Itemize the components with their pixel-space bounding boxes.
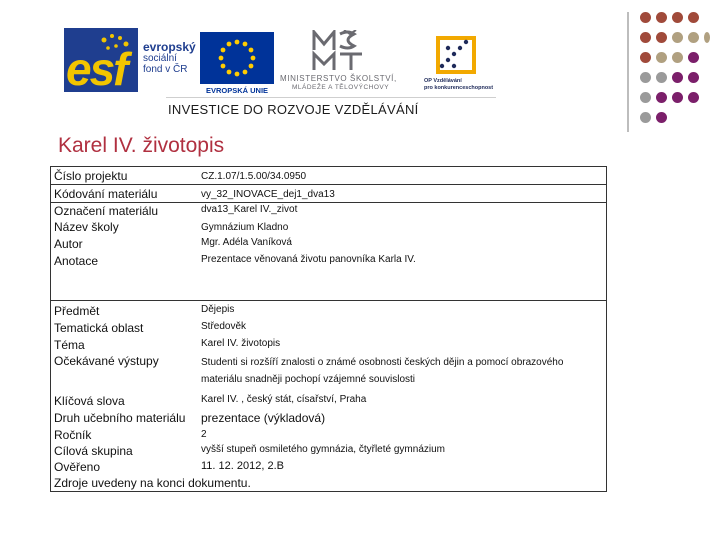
decorative-dot bbox=[656, 72, 667, 83]
esf-letters: esf bbox=[66, 43, 127, 95]
sources-note: Zdroje uvedeny na konci dokumentu. bbox=[54, 476, 251, 490]
row-label: Ověřeno bbox=[54, 460, 101, 474]
decorative-dot bbox=[688, 12, 699, 23]
esf-line-3: fond v ČR bbox=[143, 64, 188, 75]
decorative-dot bbox=[640, 72, 651, 83]
row-value: 2 bbox=[201, 429, 207, 440]
decorative-dot bbox=[656, 92, 667, 103]
msmt-mark-icon bbox=[310, 30, 366, 72]
decorative-dot bbox=[656, 12, 667, 23]
row-value: Karel IV. , český stát, císařství, Praha bbox=[201, 394, 367, 405]
decorative-dot bbox=[640, 52, 651, 63]
row-value: dva13_Karel IV._zivot bbox=[201, 204, 298, 215]
row-label: Cílová skupina bbox=[54, 444, 133, 458]
op-line-2: pro konkurenceschopnost bbox=[424, 85, 494, 91]
decorative-dot bbox=[688, 72, 699, 83]
decorative-dot bbox=[640, 12, 651, 23]
decorative-dot bbox=[688, 32, 699, 43]
row-value: vyšší stupeň osmiletého gymnázia, čtyřleté gymnázium bbox=[201, 444, 445, 455]
row-label: Kódování materiálu bbox=[54, 187, 158, 201]
decorative-dot bbox=[688, 92, 699, 103]
decorative-dot bbox=[656, 52, 667, 63]
eu-logo bbox=[198, 32, 276, 98]
row-label: Číslo projektu bbox=[54, 169, 128, 183]
row-label: Anotace bbox=[54, 254, 99, 268]
decorative-dot bbox=[656, 32, 667, 43]
decorative-dot bbox=[640, 112, 651, 123]
row-value: Prezentace věnovaná životu panovníka Karla IV. bbox=[201, 254, 416, 265]
row-label: Očekávané výstupy bbox=[54, 354, 159, 368]
row-value: Gymnázium Kladno bbox=[201, 222, 289, 233]
logo-divider bbox=[166, 97, 496, 98]
op-logo bbox=[424, 34, 492, 96]
eu-caption: EVROPSKÁ UNIE bbox=[205, 86, 269, 95]
row-label: Předmět bbox=[54, 304, 100, 318]
row-label: Klíčová slova bbox=[54, 394, 125, 408]
row-value: Studenti si rozšíří znalosti o známé osobnosti českých dějin a pomocí obrazového materiálu snadněji pochopí vzájemné souvislosti bbox=[201, 357, 564, 385]
row-value: Mgr. Adéla Vaníková bbox=[201, 237, 292, 248]
row-label: Téma bbox=[54, 338, 85, 352]
logo-subtitle: INVESTICE DO ROZVOJE VZDĚLÁVÁNÍ bbox=[168, 102, 419, 117]
decorative-dot bbox=[672, 92, 683, 103]
msmt-line-2: MLÁDEŽE A TĚLOVÝCHOVY bbox=[292, 84, 390, 91]
decorative-dot bbox=[656, 112, 667, 123]
esf-line-1: evropský bbox=[143, 40, 196, 54]
op-line-1: OP Vzdělávání bbox=[424, 78, 462, 84]
decorative-dot-grid bbox=[640, 12, 710, 132]
op-caption bbox=[424, 78, 504, 92]
msmt-line-1: MINISTERSTVO ŠKOLSTVÍ, bbox=[280, 74, 397, 83]
decorative-dot bbox=[672, 52, 683, 63]
decorative-dot bbox=[704, 32, 710, 43]
eu-flag bbox=[200, 32, 274, 84]
row-divider bbox=[51, 300, 606, 301]
row-label: Autor bbox=[54, 237, 83, 251]
row-label: Název školy bbox=[54, 220, 119, 234]
page-title: Karel IV. životopis bbox=[58, 134, 225, 157]
esf-line-2: sociální bbox=[143, 53, 177, 64]
msmt-logo bbox=[280, 30, 410, 100]
row-label: Druh učebního materiálu bbox=[54, 411, 186, 425]
row-value: CZ.1.07/1.5.00/34.0950 bbox=[201, 171, 307, 182]
row-value: prezentace (výkladová) bbox=[201, 411, 326, 425]
row-divider bbox=[51, 202, 606, 203]
row-value: 11. 12. 2012, 2.B bbox=[201, 460, 284, 472]
row-value: Středověk bbox=[201, 321, 247, 332]
op-mark-icon bbox=[428, 34, 488, 76]
row-value: vy_32_INOVACE_dej1_dva13 bbox=[201, 189, 335, 200]
project-info-table bbox=[50, 166, 607, 492]
decorative-dot bbox=[672, 32, 683, 43]
decorative-dot bbox=[640, 92, 651, 103]
row-label: Tematická oblast bbox=[54, 321, 144, 335]
row-label: Ročník bbox=[54, 428, 92, 442]
row-value: Karel IV. životopis bbox=[201, 338, 281, 349]
esf-logo bbox=[64, 28, 196, 95]
esf-logo-box bbox=[64, 28, 138, 95]
row-divider bbox=[51, 184, 606, 185]
decorative-dot bbox=[688, 52, 699, 63]
decorative-dot bbox=[672, 12, 683, 23]
esf-text bbox=[143, 42, 196, 75]
decorative-vertical-rule bbox=[627, 12, 629, 132]
decorative-dot bbox=[672, 72, 683, 83]
eu-stars-icon bbox=[200, 32, 274, 84]
decorative-dot bbox=[640, 32, 651, 43]
row-label: Označení materiálu bbox=[54, 204, 159, 218]
row-value: Dějepis bbox=[201, 304, 235, 315]
